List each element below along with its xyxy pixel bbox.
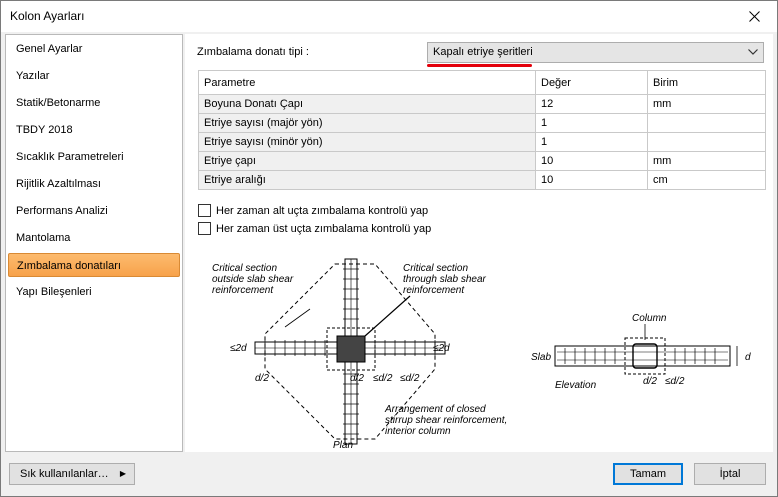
sidebar-item-components[interactable] <box>8 280 180 304</box>
diagram-label: d/2 <box>350 373 364 384</box>
diagram-label: d/2 <box>255 373 269 384</box>
ok-button[interactable] <box>613 463 683 485</box>
chevron-down-icon <box>748 49 758 55</box>
param-value-cell[interactable]: 12 <box>536 95 648 114</box>
sidebar-item-label: TBDY 2018 <box>16 124 73 136</box>
diagram-label: ≤2d <box>230 343 247 354</box>
param-value-cell[interactable]: 1 <box>536 114 648 133</box>
sidebar-item-punching[interactable] <box>8 253 180 277</box>
table-row <box>199 114 766 133</box>
window-title: Kolon Ayarları <box>10 9 85 23</box>
diagram-label: ≤d/2 <box>665 376 685 387</box>
check-bottom-row[interactable] <box>198 204 428 217</box>
content-panel <box>185 34 773 452</box>
diagram-label: interior column <box>385 426 451 437</box>
sidebar-item-static-concrete[interactable] <box>8 91 180 115</box>
close-icon <box>749 11 760 22</box>
check-top-checkbox[interactable] <box>198 222 211 235</box>
diagram-label: d <box>745 352 751 363</box>
param-unit: cm <box>648 171 766 190</box>
elevation-column <box>633 344 657 368</box>
diagram-label: ≤d/2 <box>400 373 420 384</box>
punching-reinforcement-diagram <box>205 254 765 449</box>
param-value-cell[interactable]: 1 <box>536 133 648 152</box>
sidebar-item-label: Yapı Bileşenleri <box>16 286 92 298</box>
diagram-label: d/2 <box>643 376 657 387</box>
table-header-row <box>199 71 766 95</box>
param-name: Etriye sayısı (minör yön) <box>199 133 536 152</box>
sidebar-item-stiffness[interactable] <box>8 172 180 196</box>
highlight-underline <box>427 64 532 67</box>
param-name: Etriye sayısı (majör yön) <box>199 114 536 133</box>
param-unit <box>648 114 766 133</box>
sidebar-item-label: Genel Ayarlar <box>16 43 83 55</box>
sidebar-item-texts[interactable] <box>8 64 180 88</box>
sidebar-item-jacketing[interactable] <box>8 226 180 250</box>
param-name: Etriye çapı <box>199 152 536 171</box>
sidebar-item-temperature[interactable] <box>8 145 180 169</box>
sidebar-item-label: Statik/Betonarme <box>16 97 101 109</box>
sidebar-item-label: Performans Analizi <box>16 205 108 217</box>
parameter-table <box>198 70 766 190</box>
sidebar-item-performance[interactable] <box>8 199 180 223</box>
favorites-label: Sık kullanılanlar… <box>20 468 109 480</box>
param-value-cell[interactable]: 10 <box>536 152 648 171</box>
diagram-label: Critical section <box>212 263 278 274</box>
diagram-label: through slab shear <box>403 274 486 285</box>
diagram-label: Critical section <box>403 263 469 274</box>
param-unit <box>648 133 766 152</box>
arrow-right-icon: ▶ <box>119 469 126 478</box>
sidebar-item-label: Rijitlik Azaltılması <box>16 178 101 190</box>
close-button[interactable] <box>732 1 777 32</box>
check-top-label: Her zaman üst uçta zımbalama kontrolü yap <box>216 222 432 235</box>
check-top-row[interactable] <box>198 222 431 235</box>
column-header: Birim <box>648 71 766 95</box>
diagram-label: stirrup shear reinforcement, <box>385 415 508 426</box>
settings-sidebar <box>5 34 183 452</box>
diagram-label: ≤2d <box>433 343 450 354</box>
sidebar-item-label: Sıcaklık Parametreleri <box>16 151 124 163</box>
param-value-cell[interactable]: 10 <box>536 171 648 190</box>
punching-type-value: Kapalı etriye şeritleri <box>433 46 533 58</box>
diagram-label: Elevation <box>555 380 597 391</box>
elevation-stirrups <box>565 348 715 364</box>
sidebar-item-label: Mantolama <box>16 232 71 244</box>
table-row <box>199 152 766 171</box>
punching-type-label: Zımbalama donatı tipi : <box>197 46 309 58</box>
diagram-label: Column <box>632 313 667 324</box>
table-row <box>199 171 766 190</box>
sidebar-item-label: Zımbalama donatıları <box>17 260 121 272</box>
diagram-label: reinforcement <box>403 285 465 296</box>
sidebar-item-tbdy[interactable] <box>8 118 180 142</box>
param-name: Etriye aralığı <box>199 171 536 190</box>
diagram-label: Slab <box>531 352 552 363</box>
column-header: Parametre <box>199 71 536 95</box>
diagram-label: Arrangement of closed <box>385 404 486 415</box>
column-header: Değer <box>536 71 648 95</box>
favorites-button[interactable] <box>9 463 135 485</box>
diagram-label: outside slab shear <box>212 274 294 285</box>
table-row <box>199 95 766 114</box>
diagram-label: ≤d/2 <box>373 373 393 384</box>
diagram-label: Plan <box>333 440 354 449</box>
cancel-button[interactable] <box>694 463 766 485</box>
cancel-label: İptal <box>719 468 741 480</box>
ok-label: Tamam <box>629 468 667 480</box>
column-shape <box>337 336 365 362</box>
param-name: Boyuna Donatı Çapı <box>199 95 536 114</box>
title-bar <box>1 1 777 32</box>
param-unit: mm <box>648 95 766 114</box>
diagram-label: reinforcement <box>212 285 274 296</box>
check-bottom-checkbox[interactable] <box>198 204 211 217</box>
table-row <box>199 133 766 152</box>
elevation-slab <box>555 346 730 366</box>
punching-type-select[interactable] <box>427 42 764 63</box>
sidebar-item-label: Yazılar <box>16 70 50 82</box>
check-bottom-label: Her zaman alt uçta zımbalama kontrolü yap <box>216 204 429 217</box>
param-unit: mm <box>648 152 766 171</box>
sidebar-item-general[interactable] <box>8 37 180 61</box>
